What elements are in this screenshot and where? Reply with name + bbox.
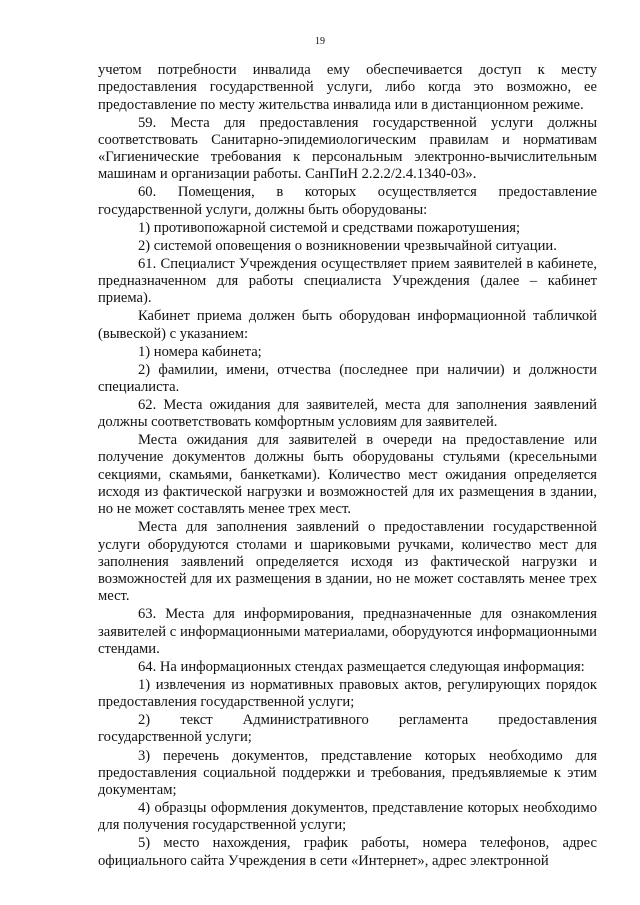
document-body <box>98 62 597 871</box>
paragraph: 60. Помещения, в которых осуществляется предоставление государственной услуги, должны быть оборудованы: <box>98 184 597 218</box>
paragraph: 61. Специалист Учреждения осуществляет прием заявителей в кабинете, предназначенном для работы специалиста Учреждения (далее – кабинет приема). <box>98 255 597 307</box>
paragraph: 4) образцы оформления документов, представление которых необходимо для получения государственной услуги; <box>98 800 597 834</box>
paragraph: 59. Места для предоставления государственной услуги должны соответствовать Санитарно-эпидемиологическим правилам и нормативам «Гигиенические требования к персональным электронно-вычислительным машинам и организации работы. СанПиН 2.2.2/2.4.1340-03». <box>98 114 597 183</box>
page-number: 19 <box>315 36 325 47</box>
paragraph: 2) системой оповещения о возникновении чрезвычайной ситуации. <box>138 237 557 254</box>
paragraph: 1) противопожарной системой и средствами пожаротушения; <box>138 219 521 236</box>
paragraph: 64. На информационных стендах размещается следующая информация: <box>138 658 585 675</box>
paragraph: 2) текст Административного регламента предоставления государственной услуги; <box>98 712 597 746</box>
paragraph: 3) перечень документов, представление которых необходимо для предоставления социальной поддержки и требования, предъявляемые к этим документам; <box>98 747 597 798</box>
paragraph: 1) номера кабинета; <box>138 343 262 360</box>
paragraph: 2) фамилии, имени, отчества (последнее при наличии) и должности специалиста. <box>98 361 597 395</box>
paragraph: 63. Места для информирования, предназначенные для ознакомления заявителей с информационными материалами, оборудуются информационными стендами. <box>98 606 597 657</box>
paragraph: 62. Места ожидания для заявителей, места для заполнения заявлений должны соответствовать комфортным условиям для заявителей. <box>98 396 597 431</box>
paragraph: Места ожидания для заявителей в очереди на предоставление или получение документов должны быть оборудованы стульями (кресельными секциями, скамьями, банкетками). Количество мест ожидания определяется исходя из фактической нагрузки и возможностей для их размещения в здании, но не может составлять менее трех мест. <box>98 432 597 518</box>
paragraph: 1) извлечения из нормативных правовых актов, регулирующих порядок предоставления государственной услуги; <box>98 676 597 711</box>
paragraph: Кабинет приема должен быть оборудован информационной табличкой (вывеской) с указанием: <box>98 308 597 342</box>
paragraph: 5) место нахождения, график работы, номера телефонов, адрес официального сайта Учреждения в сети «Интернет», адрес электронной <box>98 835 597 869</box>
paragraph: учетом потребности инвалида ему обеспечивается доступ к месту предоставления государственной услуги, либо когда это возможно, ее предоставление по месту жительства инвалида или в дистанционном режиме. <box>98 62 597 113</box>
paragraph: Места для заполнения заявлений о предоставлении государственной услуги оборудуются столами и шариковыми ручками, количество мест для заполнения заявлений определяется исходя из фактической нагрузки и возможностей для их размещения в здании, но не может составлять менее трех мест. <box>98 519 597 605</box>
